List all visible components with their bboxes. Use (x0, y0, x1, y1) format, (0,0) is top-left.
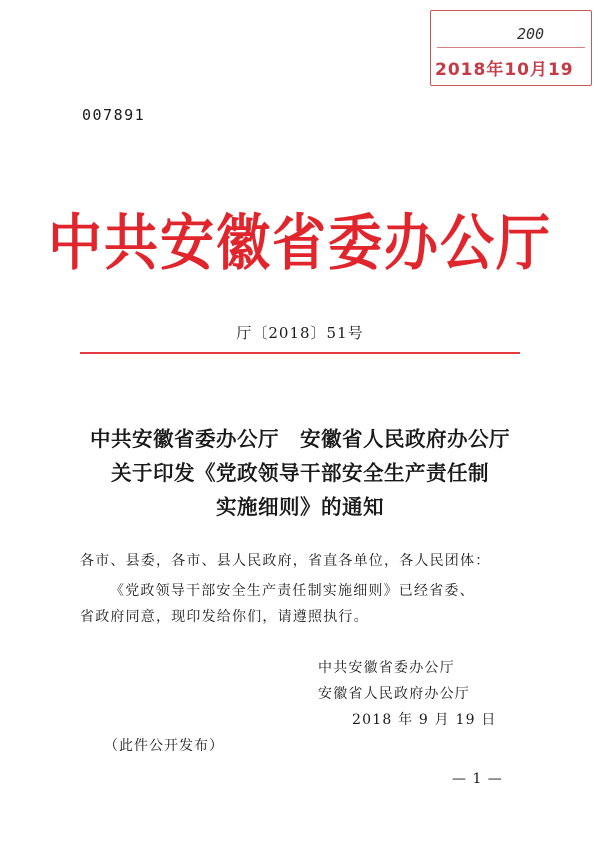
recipients-line: 各市、县委，各市、县人民政府，省直各单位，各人民团体： (80, 553, 491, 569)
signature-org-2: 安徽省人民政府办公厅 (318, 686, 470, 702)
issue-number: 厅〔2018〕51号 (236, 324, 364, 342)
red-divider-line (80, 352, 520, 354)
issuing-organization-title: 中共安徽省委办公厅 (48, 207, 552, 279)
body-paragraph-line-2: 省政府同意，现印发给你们，请遵照执行。 (80, 609, 369, 625)
stamp-handwritten-number: 200 (517, 25, 545, 43)
page-number: — 1 — (452, 771, 503, 787)
stamp-date: 2018年10月19 (435, 60, 574, 80)
body-paragraph-line-1: 《党政领导干部安全生产责任制实施细则》已经省委、 (110, 583, 475, 599)
signature-org-1: 中共安徽省委办公厅 (318, 660, 455, 676)
document-serial-number: 007891 (82, 106, 146, 124)
received-stamp (430, 10, 592, 86)
publication-note: （此件公开发布） (104, 738, 224, 754)
document-heading-line-3: 实施细则》的通知 (216, 495, 384, 519)
stamp-divider (437, 47, 585, 48)
document-heading-line-2: 关于印发《党政领导干部安全生产责任制 (111, 461, 489, 485)
signature-date: 2018 年 9 月 19 日 (352, 712, 497, 728)
document-heading-line-1: 中共安徽省委办公厅 安徽省人民政府办公厅 (90, 427, 510, 451)
